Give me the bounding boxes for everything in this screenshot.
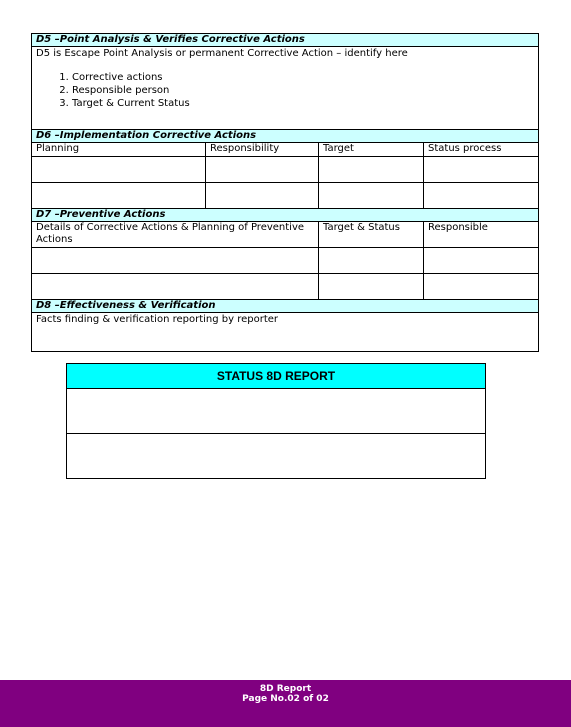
footer-page-number: Page No.02 of 02 [242, 694, 329, 704]
status-report-cell[interactable] [67, 434, 486, 479]
d7-responsible-cell[interactable] [424, 248, 539, 274]
d5-section-title: D5 –Point Analysis & Verifies Corrective Actions [32, 34, 539, 47]
d7-col-details: Details of Corrective Actions & Planning of Preventive Actions [32, 222, 319, 248]
d7-responsible-cell[interactable] [424, 274, 539, 300]
d8-body[interactable] [32, 313, 539, 352]
d7-col-target-status: Target & Status [319, 222, 424, 248]
status-report-cell[interactable] [67, 389, 486, 434]
d7-section-title: D7 –Preventive Actions [32, 209, 539, 222]
d6-section-title: D6 –Implementation Corrective Actions [32, 130, 539, 143]
d6-target-cell[interactable] [319, 157, 424, 183]
d6-col-status-process: Status process [424, 143, 539, 157]
list-item: 1. Corrective actions [72, 71, 534, 84]
d7-details-cell[interactable] [32, 274, 319, 300]
d6-col-responsibility: Responsibility [206, 143, 319, 157]
d8-section-title: D8 –Effectiveness & Verification [32, 300, 539, 313]
d7-col-responsible: Responsible [424, 222, 539, 248]
list-item: 2. Responsible person [72, 84, 534, 97]
d8-description: Facts finding & verification reporting by reporter [36, 314, 279, 325]
table-row [67, 434, 486, 479]
8d-form-table [31, 33, 539, 352]
d6-col-planning: Planning [32, 143, 206, 157]
d6-responsibility-cell[interactable] [206, 183, 319, 209]
d5-body[interactable] [32, 47, 539, 130]
d6-status-cell[interactable] [424, 157, 539, 183]
status-report-table [66, 363, 486, 479]
d6-planning-cell[interactable] [32, 183, 206, 209]
footer-title: 8D Report [259, 684, 312, 694]
d6-target-cell[interactable] [319, 183, 424, 209]
status-report-title: STATUS 8D REPORT [67, 364, 486, 389]
table-row [32, 274, 539, 300]
d5-description: D5 is Escape Point Analysis or permanent Corrective Action – identify here [36, 48, 408, 59]
d6-status-cell[interactable] [424, 183, 539, 209]
list-item: 3. Target & Current Status [72, 97, 534, 110]
table-row [32, 157, 539, 183]
d7-details-cell[interactable] [32, 248, 319, 274]
page-footer [0, 680, 571, 727]
table-row [67, 389, 486, 434]
d7-target-cell[interactable] [319, 248, 424, 274]
table-row [32, 183, 539, 209]
d6-col-target: Target [319, 143, 424, 157]
d6-responsibility-cell[interactable] [206, 157, 319, 183]
d5-list [72, 71, 534, 110]
table-row [32, 248, 539, 274]
d7-target-cell[interactable] [319, 274, 424, 300]
d6-planning-cell[interactable] [32, 157, 206, 183]
